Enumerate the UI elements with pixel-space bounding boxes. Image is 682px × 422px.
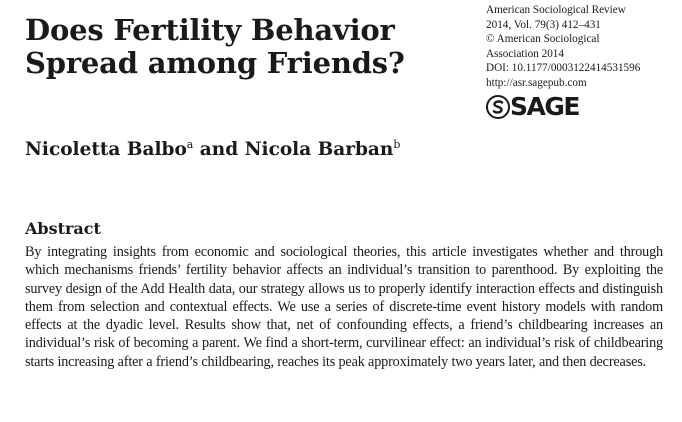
copyright-line-2: Association 2014 <box>486 47 564 60</box>
journal-metadata <box>486 3 676 90</box>
title-line-1: Does Fertility Behavior <box>25 13 395 47</box>
abstract-body: By integrating insights from economic and sociological theories, this article investigates whether and through which mechanisms friends’ fertility behavior affects an individual’s transition to parenthood. By exploiting the survey design of the Add Health data, our strategy allows us to properly identify interaction effects and distinguish them from selection and contextual effects. We use a series of discrete-time event history models with random effects at the dyadic level. Results show that, net of confounding effects, a friend’s childbearing increases an individual’s risk of becoming a parent. We find a short-term, curvilinear effect: an individual’s risk of childbearing starts increasing after a friend’s childbearing, reaches its peak approximately two years later, and then decreases. <box>25 244 663 370</box>
author-line <box>25 139 400 160</box>
author-conjunction: and <box>193 139 245 160</box>
sage-logo <box>486 94 579 120</box>
doi: DOI: 10.1177/0003122414531596 <box>486 62 641 74</box>
abstract-heading: Abstract <box>25 219 101 238</box>
sage-s-icon <box>486 95 510 119</box>
title-line-2: Spread among Friends? <box>25 46 405 80</box>
author-1: Nicoletta Balbo <box>25 139 187 160</box>
journal-issue: 2014, Vol. 79(3) 412–431 <box>486 18 601 31</box>
journal-name: American Sociological Review <box>486 4 626 16</box>
journal-url[interactable]: http://asr.sagepub.com <box>486 76 587 89</box>
copyright-line-1: © American Sociological <box>486 33 600 45</box>
sage-logo-text: SAGE <box>510 92 579 121</box>
author-1-affiliation: a <box>186 138 194 151</box>
author-2-affiliation: b <box>393 138 401 151</box>
article-title <box>25 14 445 80</box>
author-2: Nicola Barban <box>244 139 394 160</box>
